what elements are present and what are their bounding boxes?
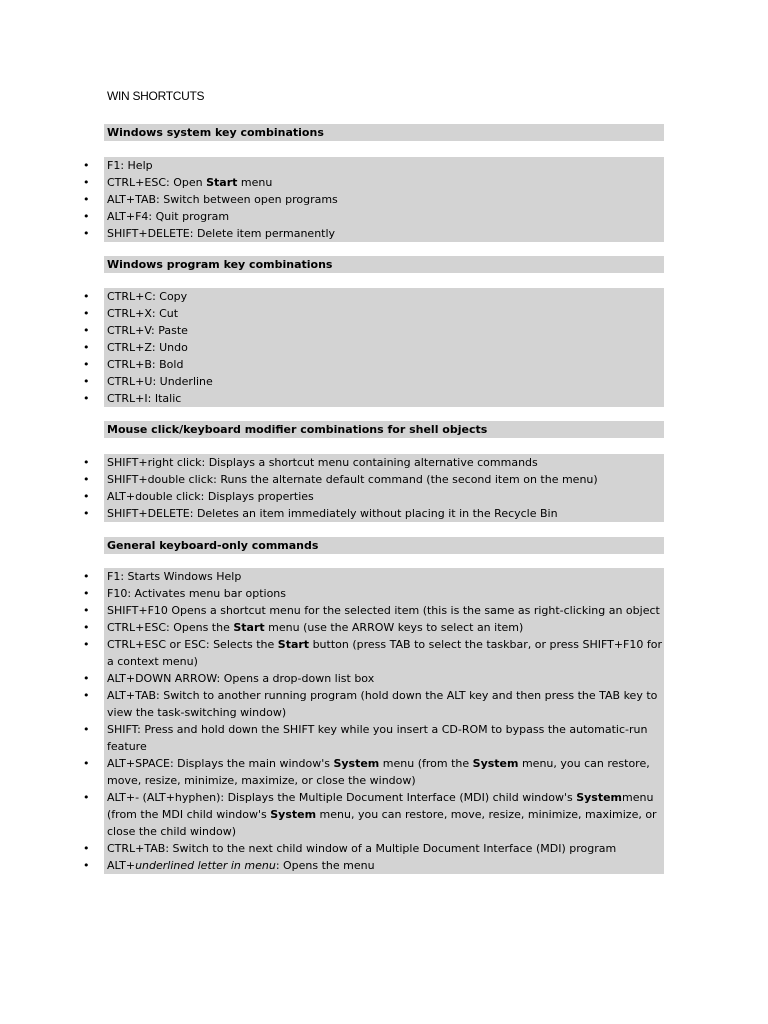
bullet-icon: • — [83, 290, 90, 303]
bullet-icon: • — [83, 621, 90, 634]
shortcut-item — [83, 373, 664, 390]
shortcut-item-text — [107, 471, 664, 488]
shortcut-item-text — [107, 454, 664, 471]
shortcut-item — [83, 602, 664, 619]
shortcut-item-text — [107, 602, 664, 619]
text-run: CTRL+ESC or ESC: Selects the — [107, 638, 278, 651]
text-run: ALT+- (ALT+hyphen): Displays the Multiple Document Interface (MDI) child window's — [107, 791, 577, 804]
bullet-icon: • — [83, 791, 90, 804]
text-run: button (press TAB to select the taskbar, or press SHIFT+F10 for a context menu) — [107, 638, 662, 668]
text-run: menu — [237, 176, 273, 189]
bullet-icon: • — [83, 375, 90, 388]
shortcut-item — [83, 225, 664, 242]
text-run: ALT+double click: Displays properties — [107, 490, 314, 503]
shortcut-item — [83, 208, 664, 225]
shortcut-list-keyboard-commands — [83, 568, 664, 874]
shortcut-item-text — [107, 339, 664, 356]
bold-text: Start — [206, 176, 238, 189]
italic-text: underlined letter in menu — [135, 859, 276, 872]
bullet-icon: • — [83, 341, 90, 354]
shortcut-item — [83, 840, 664, 857]
shortcut-item — [83, 305, 664, 322]
shortcut-item — [83, 191, 664, 208]
bold-text: System — [270, 808, 317, 821]
bullet-icon: • — [83, 193, 90, 206]
text-run: F1: Help — [107, 159, 153, 172]
section-heading-system-keys: Windows system key combinations — [104, 124, 664, 141]
text-run: CTRL+I: Italic — [107, 392, 182, 405]
bullet-icon: • — [83, 507, 90, 520]
shortcut-item — [83, 636, 664, 670]
section-heading-mouse-modifiers: Mouse click/keyboard modifier combinations for shell objects — [104, 421, 664, 438]
shortcut-item-text — [107, 305, 664, 322]
text-run: : Opens the menu — [275, 859, 375, 872]
text-run: CTRL+Z: Undo — [107, 341, 188, 354]
shortcut-item — [83, 585, 664, 602]
shortcut-item-text — [107, 322, 664, 339]
bullet-icon: • — [83, 456, 90, 469]
document-title: WIN SHORTCUTS — [107, 89, 205, 103]
bullet-icon: • — [83, 842, 90, 855]
text-run: ALT+DOWN ARROW: Opens a drop-down list box — [107, 672, 375, 685]
text-run: CTRL+X: Cut — [107, 307, 179, 320]
bold-text: System — [576, 791, 623, 804]
shortcut-item — [83, 339, 664, 356]
bullet-icon: • — [83, 689, 90, 702]
shortcut-item — [83, 322, 664, 339]
bold-text: System — [472, 757, 519, 770]
bold-text: Start — [233, 621, 265, 634]
shortcut-item — [83, 288, 664, 305]
section-heading-program-keys: Windows program key combinations — [104, 256, 664, 273]
shortcut-item-text — [107, 288, 664, 305]
bullet-icon: • — [83, 604, 90, 617]
shortcut-item — [83, 157, 664, 174]
shortcut-item-text — [107, 488, 664, 505]
shortcut-item-text — [107, 687, 664, 721]
bullet-icon: • — [83, 757, 90, 770]
bullet-icon: • — [83, 672, 90, 685]
shortcut-item-text — [107, 390, 664, 407]
text-run: F1: Starts Windows Help — [107, 570, 242, 583]
shortcut-item-text — [107, 505, 664, 522]
bullet-icon: • — [83, 159, 90, 172]
text-run: SHIFT: Press and hold down the SHIFT key while you insert a CD-ROM to bypass the automatic-run feature — [107, 723, 648, 753]
text-run: CTRL+V: Paste — [107, 324, 188, 337]
shortcut-item-text — [107, 191, 664, 208]
text-run: SHIFT+right click: Displays a shortcut menu containing alternative commands — [107, 456, 538, 469]
bold-text: Start — [277, 638, 310, 651]
shortcut-item-text — [107, 840, 664, 857]
bullet-icon: • — [83, 358, 90, 371]
shortcut-list-mouse-modifiers — [83, 454, 664, 522]
shortcut-item-text — [107, 789, 664, 840]
bullet-icon: • — [83, 392, 90, 405]
shortcut-item-text — [107, 208, 664, 225]
bullet-icon: • — [83, 473, 90, 486]
shortcut-item-text — [107, 721, 664, 755]
shortcut-item-text — [107, 755, 664, 789]
text-run: menu, you can restore, move, resize, minimize, maximize, or close the child window) — [107, 808, 657, 838]
text-run: CTRL+B: Bold — [107, 358, 184, 371]
shortcut-item — [83, 687, 664, 721]
bullet-icon: • — [83, 570, 90, 583]
text-run: menu (from the MDI child window's — [107, 791, 654, 821]
shortcut-item — [83, 488, 664, 505]
shortcut-item — [83, 619, 664, 636]
shortcut-item-text — [107, 373, 664, 390]
bullet-icon: • — [83, 587, 90, 600]
text-run: ALT+F4: Quit program — [107, 210, 230, 223]
shortcut-item-text — [107, 636, 664, 670]
shortcut-item — [83, 857, 664, 874]
text-run: ALT+TAB: Switch between open programs — [107, 193, 338, 206]
shortcut-item-text — [107, 174, 664, 191]
text-run: CTRL+U: Underline — [107, 375, 213, 388]
shortcut-list-program-keys — [83, 288, 664, 407]
section-heading-keyboard-commands: General keyboard-only commands — [104, 537, 664, 554]
text-run: SHIFT+DELETE: Delete item permanently — [107, 227, 336, 240]
text-run: CTRL+TAB: Switch to the next child window of a Multiple Document Interface (MDI) program — [107, 842, 617, 855]
text-run: menu (from the — [379, 757, 473, 770]
shortcut-item — [83, 755, 664, 789]
shortcut-item — [83, 174, 664, 191]
bullet-icon: • — [83, 638, 90, 651]
text-run: ALT+TAB: Switch to another running program (hold down the ALT key and then press the TAB key to view the task-switching window) — [107, 689, 658, 719]
shortcut-list-system-keys — [83, 157, 664, 242]
shortcut-item-text — [107, 857, 664, 874]
shortcut-item-text — [107, 619, 664, 636]
shortcut-item — [83, 670, 664, 687]
bullet-icon: • — [83, 176, 90, 189]
shortcut-item-text — [107, 585, 664, 602]
text-run: ALT+ — [107, 859, 136, 872]
shortcut-item — [83, 454, 664, 471]
bullet-icon: • — [83, 859, 90, 872]
bullet-icon: • — [83, 227, 90, 240]
shortcut-item — [83, 568, 664, 585]
text-run: menu, you can restore, move, resize, minimize, maximize, or close the window) — [107, 757, 650, 787]
shortcut-item — [83, 721, 664, 755]
shortcut-item-text — [107, 568, 664, 585]
text-run: SHIFT+F10 Opens a shortcut menu for the selected item (this is the same as right-clicking an object — [107, 604, 660, 617]
bullet-icon: • — [83, 210, 90, 223]
text-run: menu (use the ARROW keys to select an item) — [264, 621, 524, 634]
shortcut-item-text — [107, 670, 664, 687]
text-run: CTRL+ESC: Opens the — [107, 621, 234, 634]
shortcut-item — [83, 356, 664, 373]
shortcut-item — [83, 505, 664, 522]
shortcut-item — [83, 390, 664, 407]
shortcut-item-text — [107, 157, 664, 174]
shortcut-item — [83, 789, 664, 840]
text-run: F10: Activates menu bar options — [107, 587, 287, 600]
bullet-icon: • — [83, 324, 90, 337]
bullet-icon: • — [83, 490, 90, 503]
bullet-icon: • — [83, 307, 90, 320]
shortcut-item — [83, 471, 664, 488]
shortcut-item-text — [107, 225, 664, 242]
text-run: SHIFT+DELETE: Deletes an item immediately without placing it in the Recycle Bin — [107, 507, 558, 520]
text-run: ALT+SPACE: Displays the main window's — [107, 757, 334, 770]
bullet-icon: • — [83, 723, 90, 736]
text-run: SHIFT+double click: Runs the alternate default command (the second item on the menu) — [107, 473, 598, 486]
bold-text: System — [333, 757, 380, 770]
text-run: CTRL+ESC: Open — [107, 176, 207, 189]
shortcut-item-text — [107, 356, 664, 373]
text-run: CTRL+C: Copy — [107, 290, 188, 303]
